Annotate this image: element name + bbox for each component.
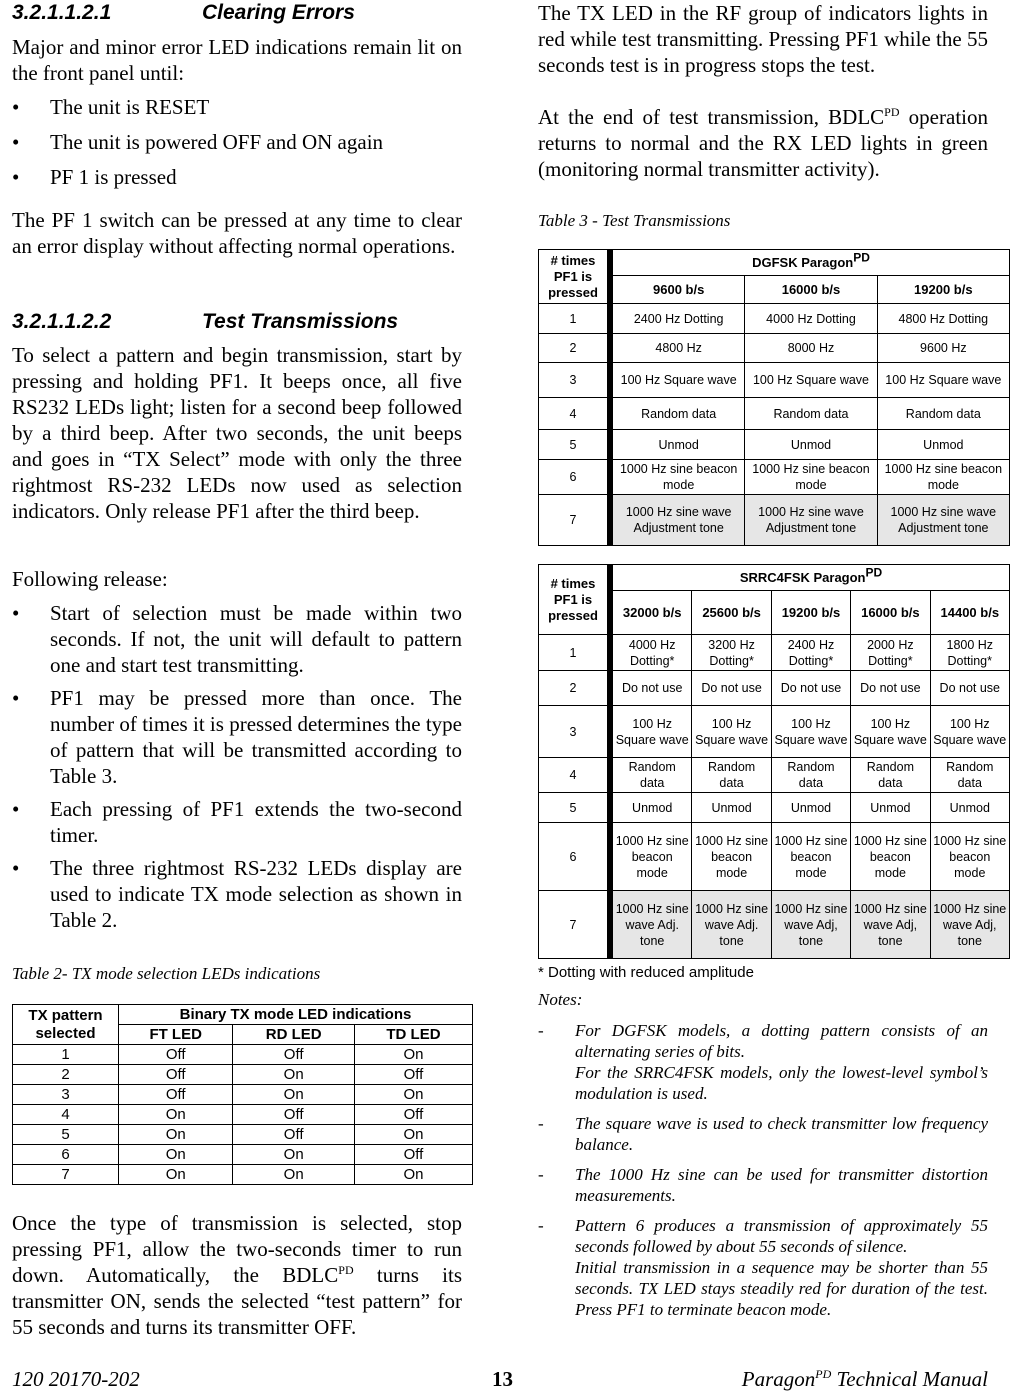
table-cell: 1000 Hz sine beacon mode <box>610 460 745 495</box>
table-row <box>539 591 1010 635</box>
bullet-list <box>12 94 462 190</box>
table-header: # times PF1 is pressed <box>539 250 611 304</box>
table-row <box>13 1005 473 1025</box>
table-row <box>13 1165 473 1185</box>
notes-label: Notes: <box>538 990 583 1009</box>
table-cell: On <box>119 1145 233 1165</box>
table-header: 32000 b/s <box>610 591 692 635</box>
table-cell: On <box>119 1125 233 1145</box>
table-cell: 1000 Hz sine beacon mode <box>930 823 1009 891</box>
heading-clearing-errors: 3.2.1.1.2.1 Clearing Errors <box>12 1 355 24</box>
table-cell: 4 <box>13 1105 119 1125</box>
table-cell: 4000 Hz Dotting* <box>610 635 692 671</box>
table-cell: Random data <box>610 398 745 430</box>
table-cell: Off <box>119 1085 233 1105</box>
table-cell: 1000 Hz sine wave Adj, tone <box>930 891 1009 959</box>
table-cell: Do not use <box>610 671 692 706</box>
table-cell: 2 <box>539 334 611 363</box>
table-cell: 1000 Hz sine beacon mode <box>610 823 692 891</box>
table-cell: 6 <box>539 460 611 495</box>
list-item: • The unit is RESET <box>12 94 462 120</box>
table-row <box>13 1085 473 1105</box>
table-cell: On <box>354 1125 472 1145</box>
table-row <box>13 1105 473 1125</box>
table-cell: 4 <box>539 398 611 430</box>
table-cell: 2 <box>13 1065 119 1085</box>
table-cell: 7 <box>13 1165 119 1185</box>
notes-list <box>538 1020 988 1320</box>
table-cell: Unmod <box>610 430 745 460</box>
table-cell: 100 Hz Square wave <box>610 706 692 758</box>
table-header: 25600 b/s <box>692 591 771 635</box>
list-item: • Each pressing of PF1 extends the two-second timer. <box>12 796 462 848</box>
table-cell: Random data <box>610 758 692 793</box>
table-row <box>539 758 1010 793</box>
table-cell: 4000 Hz Dotting <box>745 304 877 334</box>
table-cell: 1000 Hz sine beacon mode <box>877 460 1009 495</box>
manual-title: Paragon$^{PD}$ Technical Manual <box>741 1367 988 1391</box>
table-header: 16000 b/s <box>745 276 877 304</box>
table-cell: Do not use <box>851 671 930 706</box>
table-cell: Do not use <box>930 671 1009 706</box>
table-header: 9600 b/s <box>610 276 745 304</box>
table-cell: 100 Hz Square wave <box>745 363 877 398</box>
table-cell: On <box>354 1045 472 1065</box>
table-cell: Unmod <box>745 430 877 460</box>
table-row <box>539 398 1010 430</box>
table-cell: 1000 Hz sine wave Adj. tone <box>692 891 771 959</box>
table-cell: Unmod <box>692 793 771 823</box>
paragraph: The PF 1 switch can be pressed at any time to clear an error display without affecting normal operations. <box>12 208 462 258</box>
table-row <box>13 1145 473 1165</box>
table-cell: Off <box>354 1065 472 1085</box>
table-row <box>539 565 1010 591</box>
table-cell: 1000 Hz sine wave Adj. tone <box>610 891 692 959</box>
paragraph: Following release: <box>12 567 168 591</box>
table-cell: 1 <box>13 1045 119 1065</box>
table-cell: Off <box>233 1045 355 1065</box>
table-cell: Off <box>354 1145 472 1165</box>
table-row <box>13 1045 473 1065</box>
table-row <box>539 495 1010 546</box>
table-cell: 7 <box>539 495 611 546</box>
table-header: 16000 b/s <box>851 591 930 635</box>
table-cell: Random data <box>745 398 877 430</box>
heading-test-transmissions: 3.2.1.1.2.2 Test Transmissions <box>12 310 399 333</box>
list-item: • PF 1 is pressed <box>12 164 462 190</box>
table-cell: 2000 Hz Dotting* <box>851 635 930 671</box>
table-cell: On <box>233 1145 355 1165</box>
table-header: # times PF1 is pressed <box>539 565 611 635</box>
table-row <box>13 1065 473 1085</box>
table-cell: 1000 Hz sine wave Adj, tone <box>851 891 930 959</box>
table-cell: On <box>233 1085 355 1105</box>
table-cell: 100 Hz Square wave <box>771 706 850 758</box>
paragraph: At the end of test transmission, $BDLC^{PD}$ operation returns to normal and the RX LED lights in green (monitoring normal transmitter activity). <box>538 105 988 181</box>
table-row <box>539 430 1010 460</box>
table-cell: 1 <box>539 635 611 671</box>
table-row <box>539 304 1010 334</box>
table-cell: 3 <box>539 363 611 398</box>
table-row <box>539 891 1010 959</box>
table-cell: 1000 Hz sine beacon mode <box>692 823 771 891</box>
paragraph: To select a pattern and begin transmission, start by pressing and holding PF1. It beeps once, all five RS232 LEDs light; listen for a second beep followed by a third beep. After two seconds, the unit beeps and goes in “TX Select” mode with only the three rightmost RS-232 LEDs now used as selection indicators. Only release PF1 after the third beep. <box>12 343 462 523</box>
table-row <box>13 1125 473 1145</box>
table-row <box>539 635 1010 671</box>
table-cell: 5 <box>539 793 611 823</box>
table-cell: Off <box>233 1125 355 1145</box>
table-cell: 2 <box>539 671 611 706</box>
table-cell: 1000 Hz sine wave Adj, tone <box>771 891 850 959</box>
table-cell: 100 Hz Square wave <box>930 706 1009 758</box>
table-cell: 5 <box>13 1125 119 1145</box>
table-cell: Unmod <box>930 793 1009 823</box>
table-cell: On <box>233 1165 355 1185</box>
table-row <box>539 793 1010 823</box>
table-cell: Unmod <box>771 793 850 823</box>
table-cell: Random data <box>692 758 771 793</box>
table-cell: Random data <box>771 758 850 793</box>
table-header: TX pattern selected <box>13 1005 119 1045</box>
table-cell: 1000 Hz sine wave Adjustment tone <box>745 495 877 546</box>
list-item: - For DGFSK models, a dotting pattern consists of an alternating series of bits. For the SRRC4FSK models, only the lowest-level symbol’s modulation is used. <box>538 1020 988 1104</box>
table-cell: Off <box>233 1105 355 1125</box>
table-cell: Random data <box>930 758 1009 793</box>
table-cell: 6 <box>539 823 611 891</box>
table-header: Binary TX mode LED indications <box>119 1005 473 1025</box>
table-cell: 9600 Hz <box>877 334 1009 363</box>
table-row <box>539 363 1010 398</box>
table-cell: 2400 Hz Dotting* <box>771 635 850 671</box>
table-cell: 1000 Hz sine wave Adjustment tone <box>877 495 1009 546</box>
table-cell: 1000 Hz sine beacon mode <box>771 823 850 891</box>
table-cell: Off <box>354 1105 472 1125</box>
table-header: 19200 b/s <box>877 276 1009 304</box>
table-cell: 1 <box>539 304 611 334</box>
table-footnote: * Dotting with reduced amplitude <box>538 964 754 981</box>
table-cell: On <box>119 1105 233 1125</box>
table-cell: 3200 Hz Dotting* <box>692 635 771 671</box>
table-cell: 7 <box>539 891 611 959</box>
page-footer <box>12 1367 988 1393</box>
table-cell: 4 <box>539 758 611 793</box>
table-row <box>539 276 1010 304</box>
table-cell: On <box>354 1085 472 1105</box>
table-row <box>539 671 1010 706</box>
paragraph: The TX LED in the RF group of indicators lights in red while test transmitting. Pressing PF1 while the 55 seconds test is in progress stops the test. <box>538 1 988 77</box>
table-cell: 1000 Hz sine beacon mode <box>851 823 930 891</box>
table-header: 19200 b/s <box>771 591 850 635</box>
table-cell: Unmod <box>851 793 930 823</box>
list-item: - The 1000 Hz sine can be used for transmitter distortion measurements. <box>538 1164 988 1206</box>
bullet-list <box>12 600 462 933</box>
table-cell: Random data <box>877 398 1009 430</box>
page-number: 13 <box>492 1367 513 1391</box>
table-cell: 6 <box>13 1145 119 1165</box>
table-cell: 1800 Hz Dotting* <box>930 635 1009 671</box>
table-cell: 4800 Hz <box>610 334 745 363</box>
table-header: 14400 b/s <box>930 591 1009 635</box>
table-row <box>539 823 1010 891</box>
table-cell: 2400 Hz Dotting <box>610 304 745 334</box>
table-cell: Do not use <box>692 671 771 706</box>
list-item: - Pattern 6 produces a transmission of approximately 55 seconds followed by about 55 seconds of silence. Initial transmission in a sequence may be shorter than 55 seconds. TX LED stays steadily red for duration of the test. Press PF1 to terminate beacon mode. <box>538 1215 988 1320</box>
table3-srrc4fsk <box>538 564 1010 959</box>
table-cell: 100 Hz Square wave <box>851 706 930 758</box>
table-cell: Random data <box>851 758 930 793</box>
table3-dgfsk <box>538 249 1010 546</box>
table-cell: On <box>119 1165 233 1185</box>
table-cell: 100 Hz Square wave <box>692 706 771 758</box>
table-cell: 100 Hz Square wave <box>877 363 1009 398</box>
list-item: • The unit is powered OFF and ON again <box>12 129 462 155</box>
document-number: 120 20170-202 <box>12 1367 140 1391</box>
paragraph: Once the type of transmission is selected, stop pressing PF1, allow the two-seconds timer to run down. Automatically, the $BDLC^{PD}$ turns its transmitter ON, sends the selected “test pattern” for 55 seconds and turns its transmitter OFF. <box>12 1211 462 1339</box>
paragraph: Major and minor error LED indications remain lit on the front panel until: <box>12 35 462 85</box>
list-item: - The square wave is used to check transmitter low frequency balance. <box>538 1113 988 1155</box>
table-cell: 3 <box>539 706 611 758</box>
table-cell: 5 <box>539 430 611 460</box>
table-cell: On <box>233 1065 355 1085</box>
table-header: TD LED <box>354 1025 472 1045</box>
table-cell: Unmod <box>610 793 692 823</box>
table-cell: 1000 Hz sine beacon mode <box>745 460 877 495</box>
table-cell: 8000 Hz <box>745 334 877 363</box>
table-cell: Off <box>119 1045 233 1065</box>
table-header: FT LED <box>119 1025 233 1045</box>
table-cell: Unmod <box>877 430 1009 460</box>
list-item: • The three rightmost RS-232 LEDs display are used to indicate TX mode selection as shown in Table 2. <box>12 855 462 933</box>
table-cell: Off <box>119 1065 233 1085</box>
table-cell: Do not use <box>771 671 850 706</box>
table-cell: 3 <box>13 1085 119 1105</box>
table3-caption: Table 3 - Test Transmissions <box>538 211 731 230</box>
table2-caption: Table 2- TX mode selection LEDs indications <box>12 964 321 983</box>
table-cell: On <box>354 1165 472 1185</box>
table-cell: 1000 Hz sine wave Adjustment tone <box>610 495 745 546</box>
table-row <box>539 250 1010 276</box>
table-cell: 4800 Hz Dotting <box>877 304 1009 334</box>
table2 <box>12 1004 473 1185</box>
table-row <box>539 706 1010 758</box>
table-row <box>539 334 1010 363</box>
table-cell: 100 Hz Square wave <box>610 363 745 398</box>
list-item: • Start of selection must be made within two seconds. If not, the unit will default to pattern one and start test transmitting. <box>12 600 462 678</box>
table-row <box>539 460 1010 495</box>
table-header: RD LED <box>233 1025 355 1045</box>
table-header: SRRC4FSK Paragon$^{PD}$ <box>610 565 1010 591</box>
list-item: • PF1 may be pressed more than once. The number of times it is pressed determines the type of pattern that will be transmitted according to Table 3. <box>12 685 462 789</box>
table-header: DGFSK Paragon$^{PD}$ <box>610 250 1010 276</box>
